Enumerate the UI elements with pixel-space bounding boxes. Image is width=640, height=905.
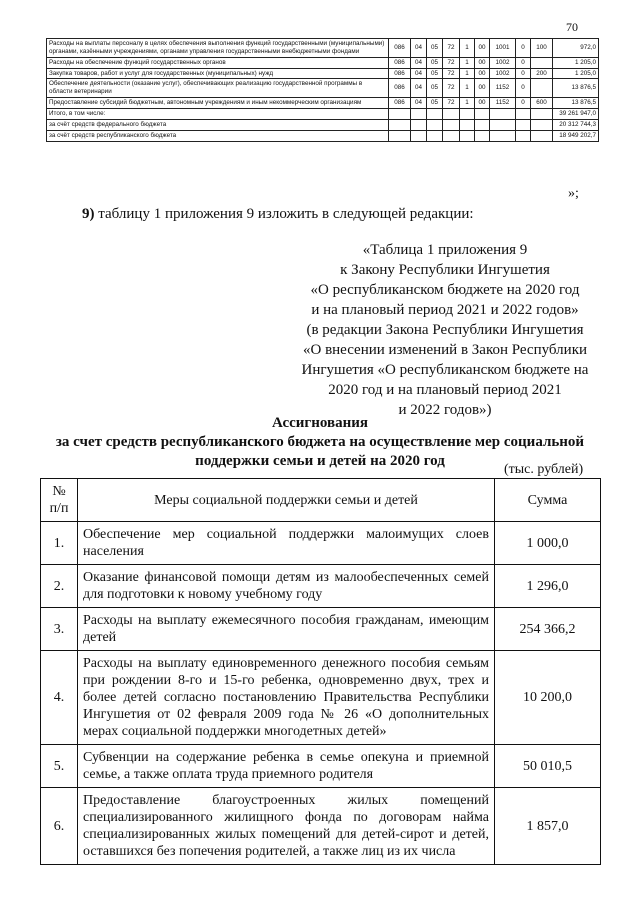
budget-row-code: 05 <box>427 57 443 68</box>
budget-row-code: 0 <box>516 68 531 79</box>
budget-row-label: Закупка товаров, работ и услуг для государственных (муниципальных) нужд <box>47 68 389 79</box>
budget-row-code: 72 <box>443 57 460 68</box>
title-line: Ассигнования <box>272 415 368 431</box>
budget-row-code <box>427 130 443 141</box>
budget-row-code <box>443 109 460 120</box>
budget-row-label: Итого, в том числе: <box>47 109 389 120</box>
budget-table-row <box>47 130 599 141</box>
budget-row-code: 0 <box>516 98 531 109</box>
budget-row-code: 1002 <box>490 57 516 68</box>
table-row <box>41 565 601 608</box>
row-measure: Расходы на выплату единовременного денежного пособия семьям при рождении 8-го и 15-го ребенка, одновременно двух, трех и более детей согласно постановлению Правительства Республики Ингушетия от 02 февраля 2009 года № 26 «О дополнительных мерах социальной поддержки многодетных детей» <box>78 651 495 745</box>
budget-row-amount: 39 261 947,0 <box>553 109 599 120</box>
heading-line: Ингушетия «О республиканском бюджете на <box>301 362 589 378</box>
budget-row-code: 086 <box>389 39 411 58</box>
budget-row-code: 05 <box>427 79 443 98</box>
budget-row-code: 100 <box>531 39 553 58</box>
budget-row-code: 04 <box>411 98 427 109</box>
budget-row-code <box>460 119 475 130</box>
budget-row-code: 04 <box>411 68 427 79</box>
budget-row-code <box>460 130 475 141</box>
budget-table-row <box>47 79 599 98</box>
budget-row-code: 72 <box>443 68 460 79</box>
budget-row-code: 086 <box>389 57 411 68</box>
row-sum: 1 296,0 <box>495 565 601 608</box>
heading-line: к Закону Республики Ингушетия <box>340 262 550 278</box>
table-row <box>41 522 601 565</box>
budget-row-label: Обеспечение деятельности (оказание услуг), обеспечивающих реализацию государственной программы в области ветеринарии <box>47 79 389 98</box>
budget-row-label: Расходы на выплаты персоналу в целях обеспечения выполнения функций государственными (муниципальными) органами, казёнными учреждениями, органами управления государственными внебюджетными фондами <box>47 39 389 58</box>
title-line: за счет средств республиканского бюджета на осуществление мер социальной <box>55 434 585 450</box>
budget-row-code <box>389 119 411 130</box>
units-label: (тыс. рублей) <box>504 462 584 477</box>
budget-row-code: 1 <box>460 79 475 98</box>
row-num: 3. <box>41 608 78 651</box>
budget-row-code: 600 <box>531 98 553 109</box>
budget-row-amount: 1 205,0 <box>553 57 599 68</box>
budget-row-code: 05 <box>427 68 443 79</box>
budget-row-amount: 13 876,5 <box>553 79 599 98</box>
budget-row-code: 1 <box>460 68 475 79</box>
budget-row-code: 1 <box>460 39 475 58</box>
budget-row-code: 0 <box>516 79 531 98</box>
row-sum: 1 000,0 <box>495 522 601 565</box>
budget-row-code: 00 <box>475 57 490 68</box>
budget-row-code <box>475 119 490 130</box>
budget-row-code: 04 <box>411 39 427 58</box>
budget-row-code: 086 <box>389 79 411 98</box>
budget-table-row <box>47 98 599 109</box>
budget-row-label: Предоставление субсидий бюджетным, автономным учреждениям и иным некоммерческим организациям <box>47 98 389 109</box>
budget-row-code: 086 <box>389 98 411 109</box>
row-sum: 10 200,0 <box>495 651 601 745</box>
budget-row-label: за счёт средств федерального бюджета <box>47 119 389 130</box>
title-line: поддержки семьи и детей на 2020 год <box>195 453 445 469</box>
row-sum: 50 010,5 <box>495 745 601 788</box>
header-sum: Сумма <box>495 479 601 522</box>
budget-row-label: Расходы на обеспечение функций государственных органов <box>47 57 389 68</box>
heading-line: 2020 год и на плановый период 2021 <box>328 382 562 398</box>
row-measure: Расходы на выплату ежемесячного пособия гражданам, имеющим детей <box>78 608 495 651</box>
table-row <box>41 608 601 651</box>
budget-row-code: 72 <box>443 98 460 109</box>
budget-row-code <box>389 130 411 141</box>
table-row <box>41 788 601 865</box>
budget-row-code: 1 <box>460 98 475 109</box>
row-measure: Оказание финансовой помощи детям из малообеспеченных семей для подготовки к новому учебному году <box>78 565 495 608</box>
table-header-row <box>41 479 601 522</box>
budget-row-code <box>443 130 460 141</box>
social-support-table <box>40 478 601 865</box>
budget-row-code: 0 <box>516 57 531 68</box>
budget-row-code <box>516 109 531 120</box>
table-row <box>41 651 601 745</box>
budget-row-amount: 1 205,0 <box>553 68 599 79</box>
row-measure: Обеспечение мер социальной поддержки малоимущих слоев населения <box>78 522 495 565</box>
budget-row-code: 00 <box>475 39 490 58</box>
table-row <box>41 745 601 788</box>
heading-line: и 2022 годов») <box>398 402 492 418</box>
budget-row-code: 72 <box>443 39 460 58</box>
budget-row-label: за счёт средств республиканского бюджета <box>47 130 389 141</box>
heading-line: (в редакции Закона Республики Ингушетия <box>306 322 584 338</box>
row-sum: 254 366,2 <box>495 608 601 651</box>
row-num: 5. <box>41 745 78 788</box>
budget-table-row <box>47 68 599 79</box>
budget-row-code: 72 <box>443 79 460 98</box>
budget-row-code: 200 <box>531 68 553 79</box>
budget-table-row <box>47 119 599 130</box>
row-num: 6. <box>41 788 78 865</box>
heading-line: «О внесении изменений в Закон Республики <box>302 342 588 358</box>
budget-row-code: 00 <box>475 98 490 109</box>
budget-row-code <box>531 119 553 130</box>
budget-row-code: 1002 <box>490 68 516 79</box>
budget-row-code <box>411 109 427 120</box>
budget-row-amount: 20 312 744,3 <box>553 119 599 130</box>
row-sum: 1 857,0 <box>495 788 601 865</box>
budget-row-code: 0 <box>516 39 531 58</box>
budget-row-code: 086 <box>389 68 411 79</box>
budget-table-row <box>47 109 599 120</box>
heading-line: «Таблица 1 приложения 9 <box>362 242 528 258</box>
instruction-text: таблицу 1 приложения 9 изложить в следующей редакции: <box>98 206 474 222</box>
budget-row-code <box>475 109 490 120</box>
row-num: 1. <box>41 522 78 565</box>
budget-row-code: 00 <box>475 68 490 79</box>
budget-row-code <box>460 109 475 120</box>
instruction-number: 9) <box>82 206 95 222</box>
budget-table-row <box>47 57 599 68</box>
table-heading-reference <box>290 240 600 420</box>
budget-row-code <box>490 109 516 120</box>
budget-row-code <box>389 109 411 120</box>
page-number: 70 <box>566 20 578 34</box>
budget-row-code: 05 <box>427 39 443 58</box>
budget-row-code <box>475 130 490 141</box>
budget-row-code <box>516 130 531 141</box>
budget-row-code: 04 <box>411 79 427 98</box>
budget-table-row <box>47 39 599 58</box>
budget-row-code: 04 <box>411 57 427 68</box>
heading-line: и на плановый период 2021 и 2022 годов» <box>311 302 579 318</box>
row-measure: Предоставление благоустроенных жилых помещений специализированного жилищного фонда по договорам найма специализированных жилых помещений для детей-сирот и детей, оставшихся без попечения родителей, а также лиц из их числа <box>78 788 495 865</box>
budget-row-code <box>531 57 553 68</box>
row-num: 4. <box>41 651 78 745</box>
budget-row-code: 00 <box>475 79 490 98</box>
budget-row-code <box>490 130 516 141</box>
budget-row-code <box>531 79 553 98</box>
amendment-instruction <box>82 206 474 223</box>
budget-row-code <box>411 130 427 141</box>
budget-row-code <box>427 109 443 120</box>
budget-row-code: 05 <box>427 98 443 109</box>
budget-row-code: 1 <box>460 57 475 68</box>
budget-row-amount: 13 876,5 <box>553 98 599 109</box>
budget-row-amount: 972,0 <box>553 39 599 58</box>
budget-row-code: 1152 <box>490 79 516 98</box>
budget-table-fragment <box>46 38 599 142</box>
header-measure: Меры социальной поддержки семьи и детей <box>78 479 495 522</box>
budget-row-code <box>516 119 531 130</box>
budget-row-amount: 18 949 202,7 <box>553 130 599 141</box>
budget-row-code: 1152 <box>490 98 516 109</box>
budget-row-code <box>411 119 427 130</box>
budget-row-code <box>427 119 443 130</box>
budget-row-code <box>443 119 460 130</box>
budget-row-code <box>490 119 516 130</box>
budget-row-code <box>531 109 553 120</box>
budget-row-code: 1001 <box>490 39 516 58</box>
budget-row-code <box>531 130 553 141</box>
header-num: № п/п <box>41 479 78 522</box>
row-measure: Субвенции на содержание ребенка в семье опекуна и приемной семье, а также оплата труда приемного родителя <box>78 745 495 788</box>
row-num: 2. <box>41 565 78 608</box>
closing-quote: »; <box>568 186 579 201</box>
heading-line: «О республиканском бюджете на 2020 год <box>310 282 580 298</box>
